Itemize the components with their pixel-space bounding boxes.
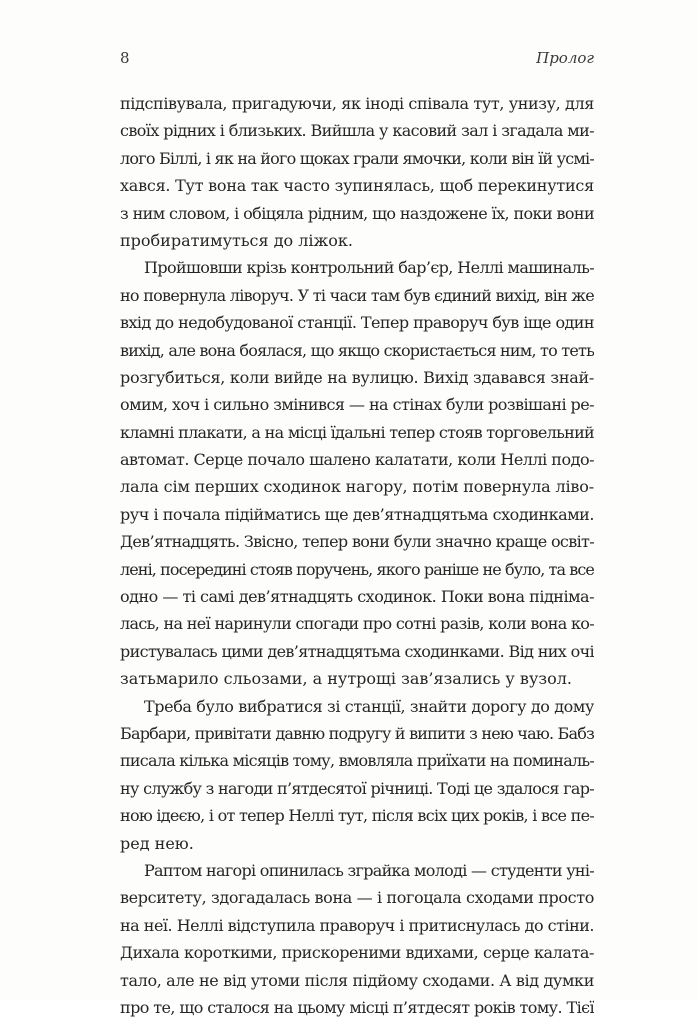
text-line: ристувалась цими дев’ятнадцятьма сходинками. Від них очі [120,641,594,661]
text-line: своїх рідних і близьких. Вийшла у касовий зал і згадала ми- [120,121,594,141]
paragraph [120,90,594,254]
paragraph [120,693,594,857]
text-line: лені, посередині стояв поручень, якого раніше не було, та все [120,559,594,579]
text-line: ну службу з нагоди п’ятдесятої річниці. Тоді це здалося гар- [120,778,594,798]
text-line: розгубиться, коли вийде на вулицю. Вихід здавався знай- [120,367,594,387]
text-line: з ним словом, і обіцяла рідним, що наздожене їх, поки вони [120,203,594,223]
page-header [120,49,594,71]
text-line: хався. Тут вона так часто зупинялась, щоб перекинутися [120,176,594,196]
text-line: Пройшовши крізь контрольний бар’єр, Неллі машиналь- [144,258,594,278]
text-line: писала кілька місяців тому, вмовляла приїхати на поминаль- [120,751,594,771]
text-line: кламні плакати, а на місці їдальні тепер стояв торговельний [120,422,594,442]
text-line: вихід, але вона боялася, що якщо скористається ним, то теть [120,340,594,360]
running-head: Пролог [536,49,594,67]
text-line: пробиратимуться до ліжок. [120,230,353,250]
paragraph [120,254,594,692]
text-line: верситету, здогадалась вона — і погоцала сходами просто [120,888,594,908]
text-line: тало, але не від утоми після підйому сходами. А від думки [120,970,594,990]
text-line: Барбари, привітати давню подругу й випити з нею чаю. Бабз [120,723,594,743]
text-line: затьмарило сльозами, а нутрощі зав’язались у вузол. [120,669,572,689]
text-line: омим, хоч і сильно змінився — на стінах були розвішані ре- [120,395,594,415]
text-line: Треба було вибратися зі станції, знайти дорогу до дому [144,696,594,716]
text-line: но повернула ліворуч. У ті часи там був єдиний вихід, він же [120,285,594,305]
text-line: ред нею. [120,833,194,853]
text-line: Дихала короткими, прискореними вдихами, серце калата- [120,943,594,963]
text-line: вхід до недобудованої станції. Тепер праворуч був іще один [120,313,594,333]
text-line: одно — ті самі дев’ятнадцять сходинок. Поки вона підніма- [120,587,594,607]
text-line: на неї. Неллі відступила праворуч і притиснулась до стіни. [120,915,594,935]
text-line: Дев’ятнадцять. Звісно, тепер вони були значно краще освіт- [120,532,594,552]
text-line: лала сім перших сходинок нагору, потім повернула ліво- [120,477,594,497]
text-line: про те, що сталося на цьому місці п’ятдесят років тому. Тієї [120,997,594,1017]
text-line: лась, на неї наринули спогади про сотні разів, коли вона ко- [120,614,594,634]
text-line: ною ідеєю, і от тепер Неллі тут, після всіх цих років, і все пе- [120,806,594,826]
text-line: руч і почала підійматись ще дев’ятнадцятьма сходинками. [120,504,594,524]
body-text [120,90,594,1021]
page-number: 8 [120,49,130,67]
text-line: підспівувала, пригадуючи, як іноді співала тут, унизу, для [120,94,594,113]
text-line: лого Біллі, і як на його щоках грали ямочки, коли він їй усмі- [120,148,594,168]
paragraph [120,857,594,1021]
text-line: автомат. Серце почало шалено калатати, коли Неллі подо- [120,450,594,470]
text-line: Раптом нагорі опинилась зграйка молоді — студенти уні- [144,860,594,880]
